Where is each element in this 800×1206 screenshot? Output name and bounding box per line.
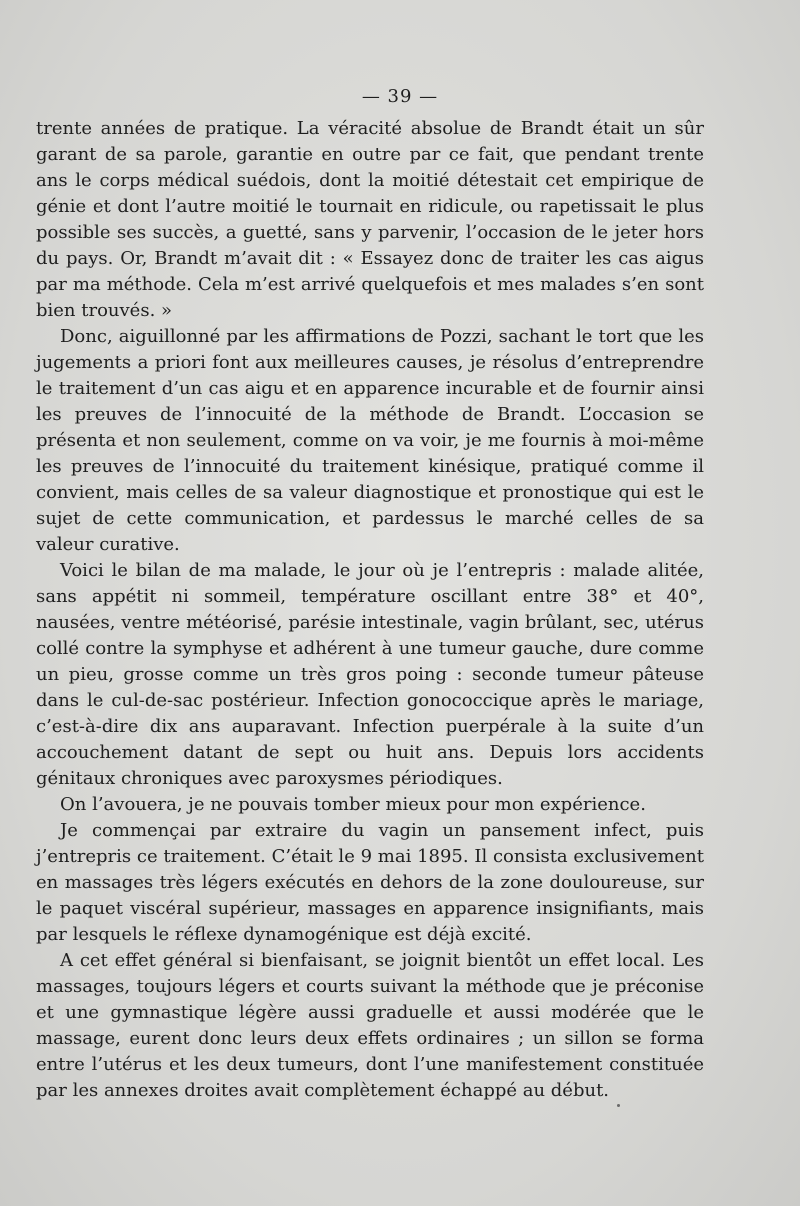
paragraph-5: Je commençai par extraire du vagin un pansement infect, puis j’entrepris ce traitement. C’était le 9 mai 1895. Il consista exclusivement en massages très légers exécutés en dehors de la zone douloureuse, sur le paquet viscéral supérieur, massages en apparence insignifiants, mais par lesquels le réflexe dynamogénique est déjà excité. [36, 820, 704, 945]
paragraph-4: On l’avouera, je ne pouvais tomber mieux pour mon expérience. [60, 794, 646, 815]
paragraph-6: A cet effet général si bienfaisant, se joignit bientôt un effet local. Les massages, toujours légers et courts suivant la méthode que je préconise et une gymnastique légère aussi graduelle et aussi modérée que le massage, eurent donc leurs deux effets ordinaires ; un sillon se forma entre l’utérus et les deux tumeurs, dont l’une manifestement constituée par les annexes droites avait complètement échappé au début. [36, 950, 704, 1101]
body-text [36, 116, 704, 1104]
page-number: — 39 — [361, 86, 439, 107]
paragraph-2: Donc, aiguillonné par les affirmations de Pozzi, sachant le tort que les jugements a priori font aux meilleures causes, je résolus d’entreprendre le traitement d’un cas aigu et en apparence incurable et de fournir ainsi les preuves de l’innocuité de la méthode de Brandt. L’occasion se présenta et non seulement, comme on va voir, je me fournis à moi-même les preuves de l’innocuité du traitement kinésique, pratiqué comme il convient, mais celles de sa valeur diagnostique et pronostique qui est le sujet de cette communication, et pardessus le marché celles de sa valeur curative. [36, 326, 704, 555]
paragraph-1: trente années de pratique. La véracité absolue de Brandt était un sûr garant de sa parole, garantie en outre par ce fait, que pendant trente ans le corps médical suédois, dont la moitié détestait cet empirique de génie et dont l’autre moitié le tournait en ridicule, ou rapetissait le plus possible ses succès, a guetté, sans y parvenir, l’occasion de le jeter hors du pays. Or, Brandt m’avait dit : « Essayez donc de traiter les cas aigus par ma méthode. Cela m’est arrivé quelquefois et mes malades s’en sont bien trouvés. » [36, 118, 704, 321]
paragraph-3: Voici le bilan de ma malade, le jour où je l’entrepris : malade alitée, sans appétit ni sommeil, température oscillant entre 38° et 40°, nausées, ventre météorisé, parésie intestinale, vagin brûlant, sec, utérus collé contre la symphyse et adhérent à une tumeur gauche, dure comme un pieu, grosse comme un très gros poing : seconde tumeur pâteuse dans le cul-de-sac postérieur. Infection gonococcique après le mariage, c’est-à-dire dix ans auparavant. Infection puerpérale à la suite d’un accouchement datant de sept ou huit ans. Depuis lors accidents génitaux chroniques avec paroxysmes périodiques. [36, 560, 704, 789]
scan-speck [617, 1104, 620, 1107]
